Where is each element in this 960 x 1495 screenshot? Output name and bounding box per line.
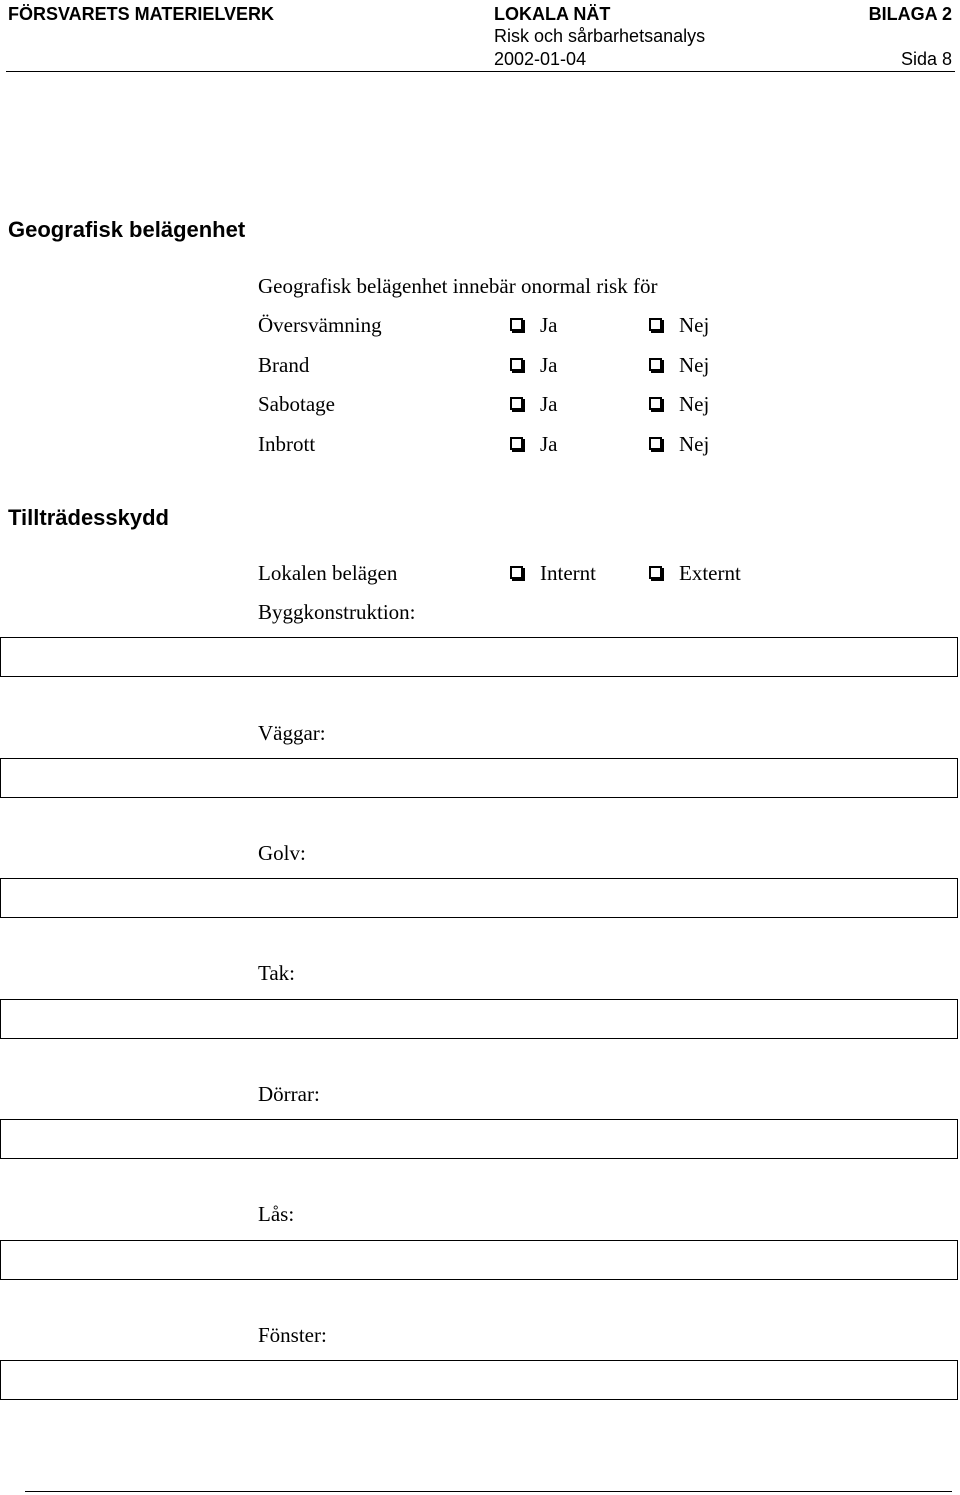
- windows-field[interactable]: [0, 1360, 958, 1400]
- locks-field[interactable]: [0, 1240, 958, 1280]
- burglary-no-label: Nej: [679, 432, 710, 456]
- burglary-yes-checkbox[interactable]: [510, 437, 523, 450]
- organization-name: FÖRSVARETS MATERIELVERK: [8, 4, 275, 24]
- field-label-roof: Tak:: [258, 961, 296, 985]
- walls-field[interactable]: [0, 758, 958, 798]
- roof-field[interactable]: [0, 999, 958, 1039]
- flood-yes-checkbox[interactable]: [510, 318, 523, 331]
- risk-label-fire: Brand: [258, 353, 310, 377]
- field-label-windows: Fönster:: [258, 1323, 327, 1347]
- sabotage-yes-label: Ja: [540, 392, 558, 416]
- fire-no-checkbox[interactable]: [649, 358, 662, 371]
- risk-label-burglary: Inbrott: [258, 432, 316, 456]
- floor-field[interactable]: [0, 878, 958, 918]
- building-construction-field[interactable]: [0, 637, 958, 677]
- sabotage-yes-checkbox[interactable]: [510, 397, 523, 410]
- burglary-no-checkbox[interactable]: [649, 437, 662, 450]
- field-label-doors: Dörrar:: [258, 1082, 320, 1106]
- location-external-checkbox[interactable]: [649, 566, 662, 579]
- doors-field[interactable]: [0, 1119, 958, 1159]
- sabotage-no-checkbox[interactable]: [649, 397, 662, 410]
- location-internal-label: Internt: [540, 561, 596, 585]
- fire-yes-checkbox[interactable]: [510, 358, 523, 371]
- geographic-intro-text: Geografisk belägenhet innebär onormal risk för: [258, 274, 658, 298]
- location-external-label: Externt: [679, 561, 741, 585]
- section-heading-geographic-location: Geografisk belägenhet: [8, 217, 246, 242]
- field-label-building-construction: Byggkonstruktion:: [258, 600, 416, 624]
- document-title: LOKALA NÄT: [494, 4, 611, 24]
- document-date: 2002-01-04: [494, 49, 587, 69]
- field-label-floor: Golv:: [258, 841, 306, 865]
- flood-no-checkbox[interactable]: [649, 318, 662, 331]
- fire-no-label: Nej: [679, 353, 710, 377]
- footer-divider: [25, 1491, 952, 1492]
- location-label: Lokalen belägen: [258, 561, 398, 585]
- flood-no-label: Nej: [679, 313, 710, 337]
- section-heading-access-protection: Tillträdesskydd: [8, 505, 169, 530]
- header-divider: [6, 71, 955, 72]
- risk-label-flood: Översvämning: [258, 313, 382, 337]
- document-subtitle: Risk och sårbarhetsanalys: [494, 26, 706, 46]
- location-internal-checkbox[interactable]: [510, 566, 523, 579]
- field-label-locks: Lås:: [258, 1202, 295, 1226]
- burglary-yes-label: Ja: [540, 432, 558, 456]
- page-number: Sida 8: [900, 49, 952, 69]
- risk-label-sabotage: Sabotage: [258, 392, 335, 416]
- fire-yes-label: Ja: [540, 353, 558, 377]
- field-label-walls: Väggar:: [258, 721, 326, 745]
- sabotage-no-label: Nej: [679, 392, 710, 416]
- appendix-label: BILAGA 2: [868, 4, 952, 24]
- flood-yes-label: Ja: [540, 313, 558, 337]
